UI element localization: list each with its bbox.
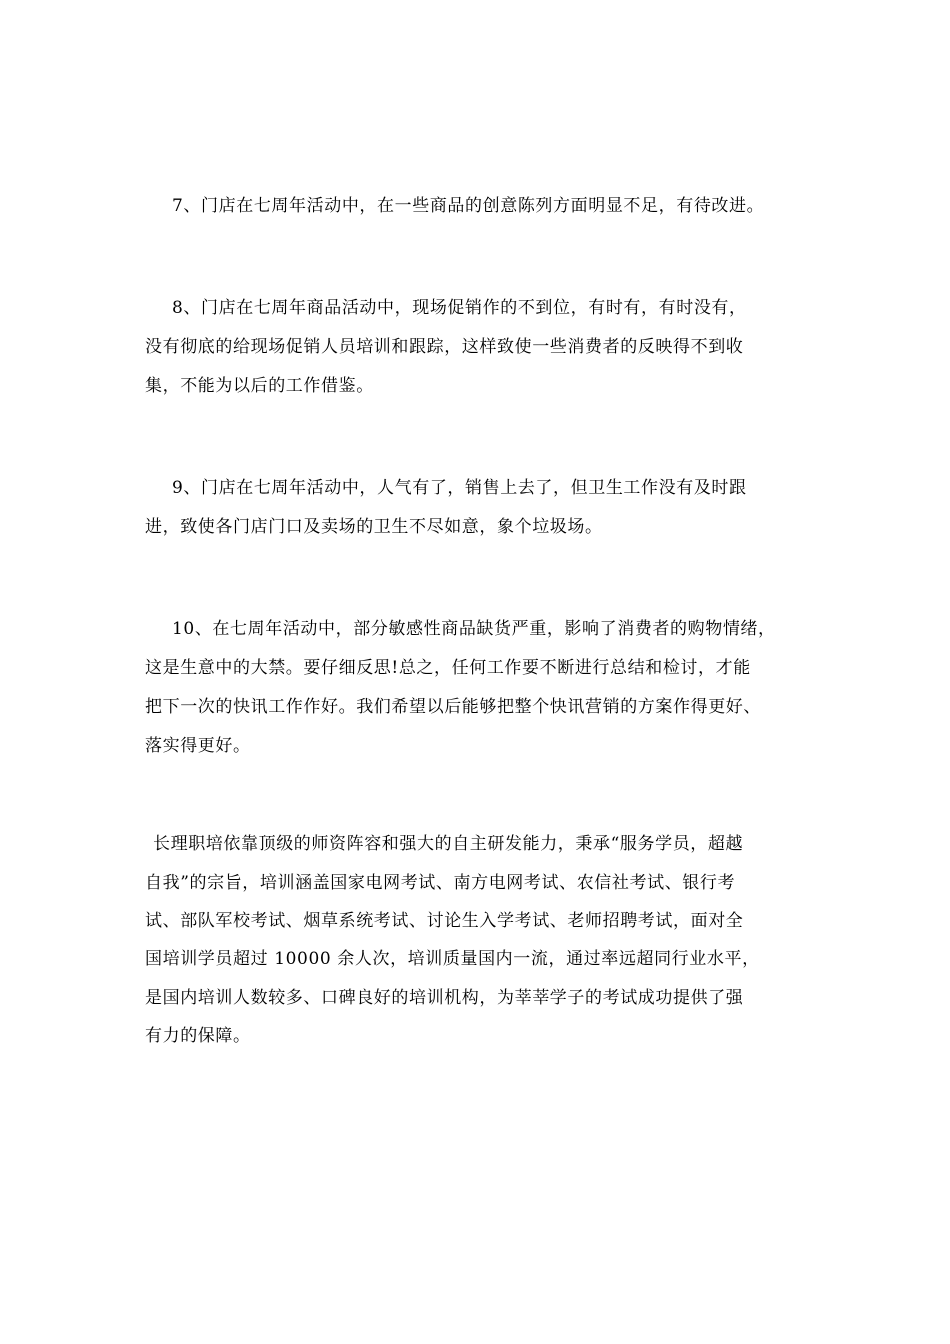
promo-line-1: 长理职培依靠顶级的师资阵容和强大的自主研发能力，秉承“服务学员，超越 [153, 834, 744, 854]
promo-line-4: 国培训学员超过 10000 余人次，培训质量国内一流，通过率远超同行业水平， [145, 949, 760, 969]
paragraph-9-line-2: 进，致使各门店门口及卖场的卫生不尽如意，象个垃圾场。 [145, 517, 603, 537]
promo-line-2: 自我”的宗旨，培训涵盖国家电网考试、南方电网考试、农信社考试、银行考 [145, 873, 736, 893]
paragraph-10-line-2: 这是生意中的大禁。要仔细反思!总之，任何工作要不断进行总结和检讨，才能 [145, 658, 751, 678]
paragraph-8-line-1: 8、门店在七周年商品活动中，现场促销作的不到位，有时有，有时没有， [172, 298, 747, 318]
promo-line-5: 是国内培训人数较多、口碑良好的培训机构，为莘莘学子的考试成功提供了强 [145, 988, 744, 1008]
promo-line-6: 有力的保障。 [145, 1026, 251, 1046]
paragraph-8-line-2: 没有彻底的给现场促销人员培训和跟踪，这样致使一些消费者的反映得不到收 [145, 337, 744, 357]
paragraph-9-line-1: 9、门店在七周年活动中，人气有了，销售上去了，但卫生工作没有及时跟 [172, 478, 747, 498]
paragraph-7-line-1: 7、门店在七周年活动中，在一些商品的创意陈列方面明显不足，有待改进。 [172, 196, 765, 216]
promo-line-3: 试、部队军校考试、烟草系统考试、讨论生入学考试、老师招聘考试，面对全 [145, 911, 744, 931]
paragraph-10-line-1: 10、在七周年活动中，部分敏感性商品缺货严重，影响了消费者的购物情绪， [172, 619, 776, 639]
paragraph-10-line-4: 落实得更好。 [145, 736, 251, 756]
paragraph-10-line-3: 把下一次的快讯工作作好。我们希望以后能够把整个快讯营销的方案作得更好、 [145, 697, 761, 717]
paragraph-8-line-3: 集，不能为以后的工作借鉴。 [145, 376, 374, 396]
